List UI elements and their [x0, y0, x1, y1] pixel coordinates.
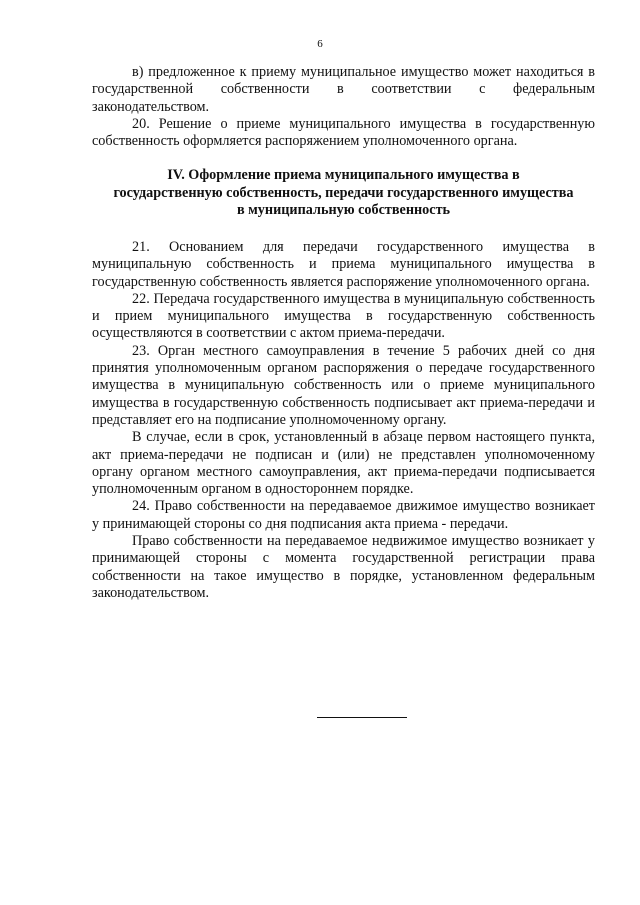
section-title-line-3: в муниципальную собственность [236, 202, 451, 219]
section-title-line-2: государственную собственность, передачи государственного имущества [113, 184, 574, 201]
paragraph-24-second: Право собственности на передаваемое недвижимое имущество возникает у принимающей стороны с момента государственной регистрации права собственности на такое имущество в порядке, установленном федеральным законодательством. [92, 533, 595, 601]
paragraph-20: 20. Решение о приеме муниципального имущества в государственную собственность оформляется распоряжением уполномоченного органа. [92, 115, 595, 150]
paragraph-24: 24. Право собственности на передаваемое движимое имущество возникает у принимающей стороны со дня подписания акта приема - передачи. [92, 498, 595, 532]
paragraph-22: 22. Передача государственного имущества в муниципальную собственность и прием муниципального имущества в государственную собственность осуществляются в соответствии с актом приема-передачи. [92, 290, 595, 342]
page-number: 6 [317, 38, 323, 50]
document-body [92, 64, 595, 602]
end-of-document-divider [317, 717, 407, 718]
paragraph-21: 21. Основанием для передачи государственного имущества в муниципальную собственность и приема муниципального имущества в государственную собственность является распоряжение уполномоченного органа. [92, 238, 595, 290]
section-title-line-1: IV. Оформление приема муниципального имущества в [167, 167, 520, 184]
paragraph-19v: в) предложенное к приему муниципальное имущество может находиться в государственной собственности в соответствии с федеральным законодательством. [92, 64, 595, 115]
section-title [92, 167, 595, 220]
paragraph-23: 23. Орган местного самоуправления в течение 5 рабочих дней со дня принятия уполномоченным органом распоряжения о передаче государственного имущества в муниципальную собственность или о приеме муниципального имущества в государственную собственность подписывает акт приема-передачи и представляет его на подписание уполномоченному органу. [92, 342, 595, 428]
paragraph-23-second: В случае, если в срок, установленный в абзаце первом настоящего пункта, акт приема-передачи не подписан и (или) не представлен уполномоченному органу органом местного самоуправления, акт приема-передачи подписывается уполномоченным органом в одностороннем порядке. [92, 429, 595, 498]
